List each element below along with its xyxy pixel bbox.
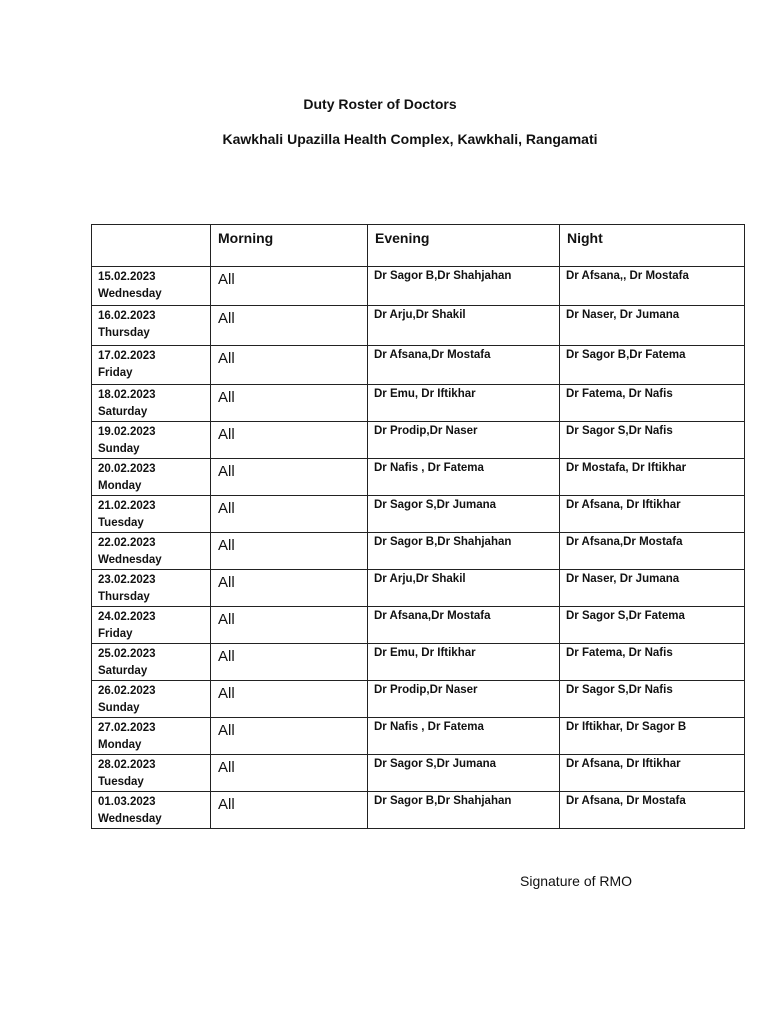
weekday-text: Tuesday [98,776,144,788]
date-cell [92,459,211,496]
morning-cell: All [211,570,368,607]
morning-cell: All [211,718,368,755]
column-header-date [92,225,211,267]
evening-cell: Dr Afsana,Dr Mostafa [368,607,560,644]
date-cell [92,267,211,306]
column-header-night: Night [560,225,745,267]
night-cell: Dr Naser, Dr Jumana [560,570,745,607]
evening-cell: Dr Sagor B,Dr Shahjahan [368,533,560,570]
date-text: 24.02.2023 [98,611,156,623]
morning-cell: All [211,306,368,346]
date-text: 23.02.2023 [98,574,156,586]
morning-cell: All [211,644,368,681]
date-cell [92,570,211,607]
weekday-text: Monday [98,480,142,492]
date-cell [92,306,211,346]
date-text: 19.02.2023 [98,426,156,438]
table-row [92,792,745,829]
night-cell: Dr Sagor S,Dr Fatema [560,607,745,644]
table-row [92,422,745,459]
table-row [92,644,745,681]
weekday-text: Sunday [98,702,140,714]
morning-cell: All [211,607,368,644]
evening-cell: Dr Sagor S,Dr Jumana [368,755,560,792]
night-cell: Dr Sagor S,Dr Nafis [560,681,745,718]
weekday-text: Wednesday [98,288,162,300]
morning-cell: All [211,267,368,306]
morning-cell: All [211,681,368,718]
document-subtitle: Kawkhali Upazilla Health Complex, Kawkhali, Rangamati [222,131,598,147]
evening-cell: Dr Arju,Dr Shakil [368,570,560,607]
weekday-text: Wednesday [98,813,162,825]
table-row [92,533,745,570]
date-text: 20.02.2023 [98,463,156,475]
evening-cell: Dr Sagor B,Dr Shahjahan [368,267,560,306]
night-cell: Dr Fatema, Dr Nafis [560,644,745,681]
night-cell: Dr Naser, Dr Jumana [560,306,745,346]
night-cell: Dr Afsana, Dr Iftikhar [560,496,745,533]
night-cell: Dr Afsana, Dr Mostafa [560,792,745,829]
morning-cell: All [211,496,368,533]
date-text: 27.02.2023 [98,722,156,734]
morning-cell: All [211,755,368,792]
table-row [92,570,745,607]
night-cell: Dr Fatema, Dr Nafis [560,385,745,422]
evening-cell: Dr Arju,Dr Shakil [368,306,560,346]
date-cell [92,681,211,718]
evening-cell: Dr Emu, Dr Iftikhar [368,644,560,681]
evening-cell: Dr Afsana,Dr Mostafa [368,346,560,385]
table-row [92,306,745,346]
date-text: 17.02.2023 [98,350,156,362]
weekday-text: Friday [98,628,133,640]
morning-cell: All [211,422,368,459]
evening-cell: Dr Prodip,Dr Naser [368,422,560,459]
date-cell [92,385,211,422]
table-row [92,459,745,496]
evening-cell: Dr Sagor S,Dr Jumana [368,496,560,533]
weekday-text: Saturday [98,665,148,677]
night-cell: Dr Sagor B,Dr Fatema [560,346,745,385]
date-cell [92,718,211,755]
table-row [92,385,745,422]
date-text: 16.02.2023 [98,310,156,322]
table-row [92,718,745,755]
date-text: 25.02.2023 [98,648,156,660]
night-cell: Dr Iftikhar, Dr Sagor B [560,718,745,755]
weekday-text: Thursday [98,591,150,603]
evening-cell: Dr Emu, Dr Iftikhar [368,385,560,422]
night-cell: Dr Mostafa, Dr Iftikhar [560,459,745,496]
table-row [92,681,745,718]
date-cell [92,792,211,829]
weekday-text: Tuesday [98,517,144,529]
date-text: 26.02.2023 [98,685,156,697]
morning-cell: All [211,346,368,385]
evening-cell: Dr Nafis , Dr Fatema [368,459,560,496]
weekday-text: Thursday [98,327,150,339]
date-text: 15.02.2023 [98,271,156,283]
evening-cell: Dr Prodip,Dr Naser [368,681,560,718]
table-row [92,346,745,385]
date-cell [92,755,211,792]
date-text: 22.02.2023 [98,537,156,549]
weekday-text: Sunday [98,443,140,455]
date-cell [92,644,211,681]
night-cell: Dr Afsana,, Dr Mostafa [560,267,745,306]
table-row [92,496,745,533]
evening-cell: Dr Nafis , Dr Fatema [368,718,560,755]
night-cell: Dr Sagor S,Dr Nafis [560,422,745,459]
date-cell [92,422,211,459]
roster-body [92,267,745,829]
date-cell [92,607,211,644]
weekday-text: Wednesday [98,554,162,566]
date-cell [92,346,211,385]
morning-cell: All [211,459,368,496]
column-header-morning: Morning [211,225,368,267]
night-cell: Dr Afsana, Dr Iftikhar [560,755,745,792]
morning-cell: All [211,385,368,422]
weekday-text: Saturday [98,406,148,418]
morning-cell: All [211,792,368,829]
signature-label: Signature of RMO [520,873,633,889]
evening-cell: Dr Sagor B,Dr Shahjahan [368,792,560,829]
night-cell: Dr Afsana,Dr Mostafa [560,533,745,570]
table-header-row [92,225,745,267]
morning-cell: All [211,533,368,570]
date-cell [92,496,211,533]
date-text: 28.02.2023 [98,759,156,771]
date-text: 01.03.2023 [98,796,156,808]
date-text: 18.02.2023 [98,389,156,401]
table-row [92,267,745,306]
weekday-text: Monday [98,739,142,751]
date-cell [92,533,211,570]
weekday-text: Friday [98,367,133,379]
document-title: Duty Roster of Doctors [303,96,457,112]
duty-roster-table [91,224,745,829]
date-text: 21.02.2023 [98,500,156,512]
table-row [92,607,745,644]
table-row [92,755,745,792]
column-header-evening: Evening [368,225,560,267]
